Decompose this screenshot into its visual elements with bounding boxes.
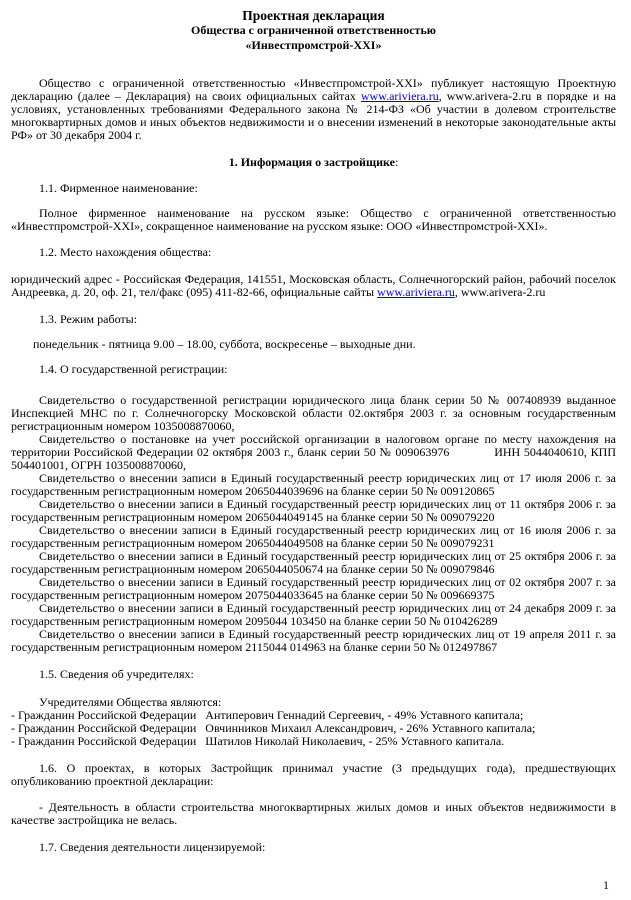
- founder-item: - Гражданин Российской Федерации Шатилов Николай Николаевич, - 25% Уставного капитала.: [11, 734, 505, 748]
- clause-1-1-label: 1.1. Фирменное наименование:: [39, 181, 198, 195]
- clause-1-3-label: 1.3. Режим работы:: [39, 312, 138, 326]
- founder-item: - Гражданин Российской Федерации Антиперович Геннадий Сергеевич, - 49% Уставного капитала;: [11, 708, 524, 722]
- clause-1-2-body: [11, 273, 616, 299]
- registration-item: Свидетельство о внесении записи в Единый государственный реестр юридических лиц от 02 октября 2007 г. за государственным регистрационным номером 2075044033645 на бланке серии 50 № 009669375: [11, 575, 616, 602]
- founders-block: [11, 696, 616, 748]
- address-text-after: , www.arivera-2.ru: [454, 285, 546, 299]
- registration-item: Свидетельство о внесении записи в Единый государственный реестр юридических лиц от 24 декабря 2009 г. за государственным регистрационным номером 2095044 103450 на бланке серии 50 № 010426289: [11, 601, 616, 628]
- ariviera-link[interactable]: www.ariviera.ru: [360, 89, 439, 103]
- page-number: 1: [603, 878, 609, 892]
- registration-item: Свидетельство о внесении записи в Единый государственный реестр юридических лиц от 16 июля 2006 г. за государственным регистрационным номером 2065044049508 на бланке серии 50 № 009079231: [11, 523, 616, 550]
- title-block: [11, 8, 616, 53]
- section-1-heading: [11, 156, 616, 169]
- document-title: Проектная декларация: [242, 8, 385, 23]
- clause-1-1-body: Полное фирменное наименование на русском языке: Общество с ограниченной ответственностью «Инвестпромстрой-XXI», сокращенное наименование на русском языке: ООО «Инвестпромстрой-XXI».: [11, 206, 616, 233]
- registration-item: Свидетельство о постановке на учет российской организации в налоговом органе по месту нахождения на территории Российской Федерации 02 октября 2003 г., бланк серии 50 № 009063976 ИНН 5044040610, КПП 504401001, ОГРН 1035008870060,: [11, 432, 616, 472]
- section-1-heading-text: 1. Информация о застройщике: [228, 155, 395, 169]
- registration-item: Свидетельство о внесении записи в Единый государственный реестр юридических лиц от 17 июля 2006 г. за государственным регистрационным номером 2065044039696 на бланке серии 50 № 009120865: [11, 471, 616, 498]
- clause-1-5-label: 1.5. Сведения об учредителях:: [39, 667, 194, 681]
- clause-1-6-body: - Деятельность в области строительства многоквартирных жилых домов и иных объектов недвижимости в качестве застройщика не велась.: [11, 800, 616, 827]
- intro-text-after: , www.arivera-2.ru в порядке и на условиях, установленных требованиями Федерального закона № 214-ФЗ «Об участии в долевом строительстве многоквартирных домов и иных объектов недвижимости и о внесении изменений в некоторые законодательные акты РФ» от 30 декабря 2004 г.: [11, 89, 616, 142]
- registration-item: Свидетельство о внесении записи в Единый государственный реестр юридических лиц от 11 октября 2006 г. за государственным регистрационным номером 2065044049145 на бланке серии 50 № 009079220: [11, 497, 616, 524]
- intro-paragraph: [11, 77, 616, 142]
- clause-1-2-label: 1.2. Место нахождения общества:: [39, 245, 212, 259]
- ariviera-link-2[interactable]: www.ariviera.ru: [377, 285, 455, 299]
- registration-item: Свидетельство о внесении записи в Единый государственный реестр юридических лиц от 25 октября 2006 г. за государственным регистрационным номером 2065044050674 на бланке серии 50 № 009079846: [11, 549, 616, 576]
- registration-list: [11, 394, 616, 654]
- section-1-heading-colon: :: [394, 155, 399, 169]
- registration-item: Свидетельство о государственной регистрации юридического лица бланк серии 50 № 007408939 выданное Инспекцией МНС по г. Солнечногорску Московской области 02.октября 2003 г. за основным государственным регистрационным номером 1035008870060,: [11, 393, 616, 433]
- clause-1-4-label: 1.4. О государственной регистрации:: [39, 362, 228, 376]
- founders-intro: Учредителями Общества являются:: [39, 695, 222, 709]
- document-subtitle-name: «Инвестпромстрой-XXI»: [245, 38, 382, 52]
- founder-item: - Гражданин Российской Федерации Овчинников Михаил Александрович, - 26% Уставного капитала;: [11, 721, 536, 735]
- clause-1-6-label: 1.6. О проектах, в которых Застройщик принимал участие (3 предыдущих года), предшествующих опубликованию проектной декларации:: [11, 761, 616, 788]
- clause-1-3-body: понедельник - пятница 9.00 – 18.00, суббота, воскресенье – выходные дни.: [33, 337, 416, 351]
- address-text-before: юридический адрес - Российская Федерация, 141551, Московская область, Солнечногорский район, рабочий поселок Андреевка, д. 20, оф. 21, тел/факс (095) 411-82-66, официальные сайты: [11, 272, 616, 299]
- document-subtitle-org: Общества с ограниченной ответственностью: [191, 23, 436, 37]
- clause-1-7-label: 1.7. Сведения деятельности лицензируемой:: [39, 840, 266, 854]
- registration-item: Свидетельство о внесении записи в Единый государственный реестр юридических лиц от 19 апреля 2011 г. за государственным регистрационным номером 2115044 014963 на бланке серии 50 № 012497867: [11, 627, 616, 654]
- intro-text-before: Общество с ограниченной ответственностью «Инвестпромстрой-XXI» публикует настоящую Проектную декларацию (далее – Декларация) на своих официальных сайтах: [11, 76, 616, 103]
